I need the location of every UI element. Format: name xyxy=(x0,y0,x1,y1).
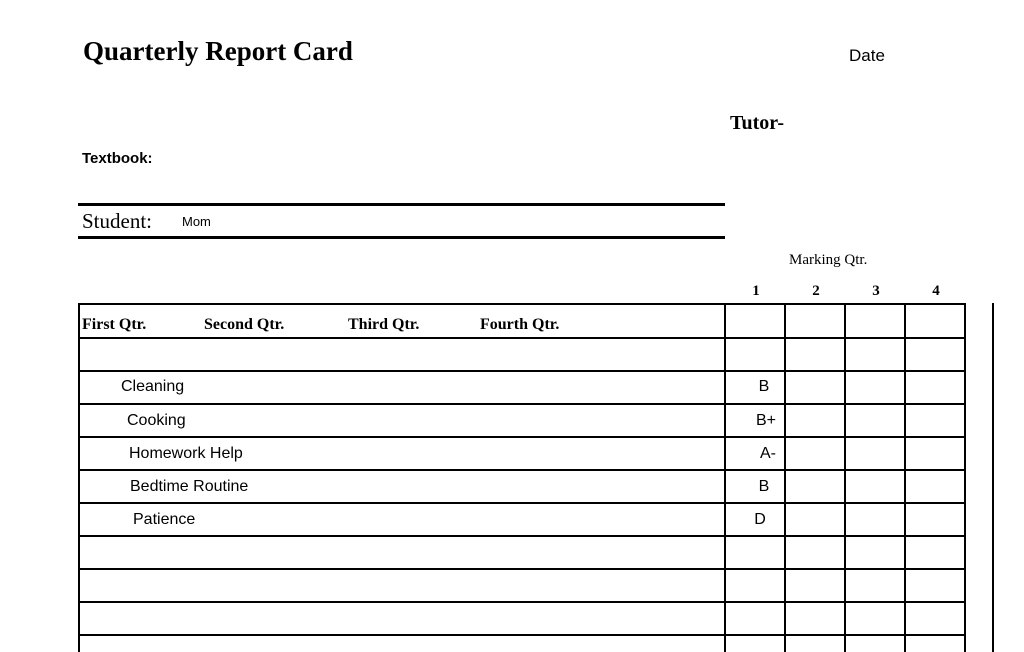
quarter-number-3: 3 xyxy=(872,283,880,299)
grade-q1: A- xyxy=(760,445,776,462)
marking-qtr-label: Marking Qtr. xyxy=(789,252,868,268)
textbook-label: Textbook: xyxy=(82,150,153,167)
header-third-qtr: Third Qtr. xyxy=(348,316,420,333)
subject-label: Cleaning xyxy=(121,378,185,395)
page-title: Quarterly Report Card xyxy=(83,36,353,66)
subject-label: Cooking xyxy=(127,412,186,429)
student-value: Mom xyxy=(182,214,211,229)
quarter-number-1: 1 xyxy=(752,283,760,299)
header-fourth-qtr: Fourth Qtr. xyxy=(480,316,560,333)
date-label: Date xyxy=(849,46,885,65)
subject-label: Patience xyxy=(133,511,196,528)
header-first-qtr: First Qtr. xyxy=(82,316,147,333)
student-label: Student: xyxy=(82,209,153,233)
margin-rule xyxy=(992,303,994,652)
grade-q1: D xyxy=(754,511,766,528)
tutor-label: Tutor- xyxy=(730,112,785,134)
quarter-number-4: 4 xyxy=(932,283,940,299)
grade-q1: B+ xyxy=(755,412,776,429)
subject-label: Bedtime Routine xyxy=(130,478,249,495)
quarter-number-2: 2 xyxy=(812,283,820,299)
grade-q1: B xyxy=(758,478,770,495)
header-second-qtr: Second Qtr. xyxy=(204,316,285,333)
subject-label: Homework Help xyxy=(129,445,243,462)
grade-q1: B xyxy=(758,378,770,395)
